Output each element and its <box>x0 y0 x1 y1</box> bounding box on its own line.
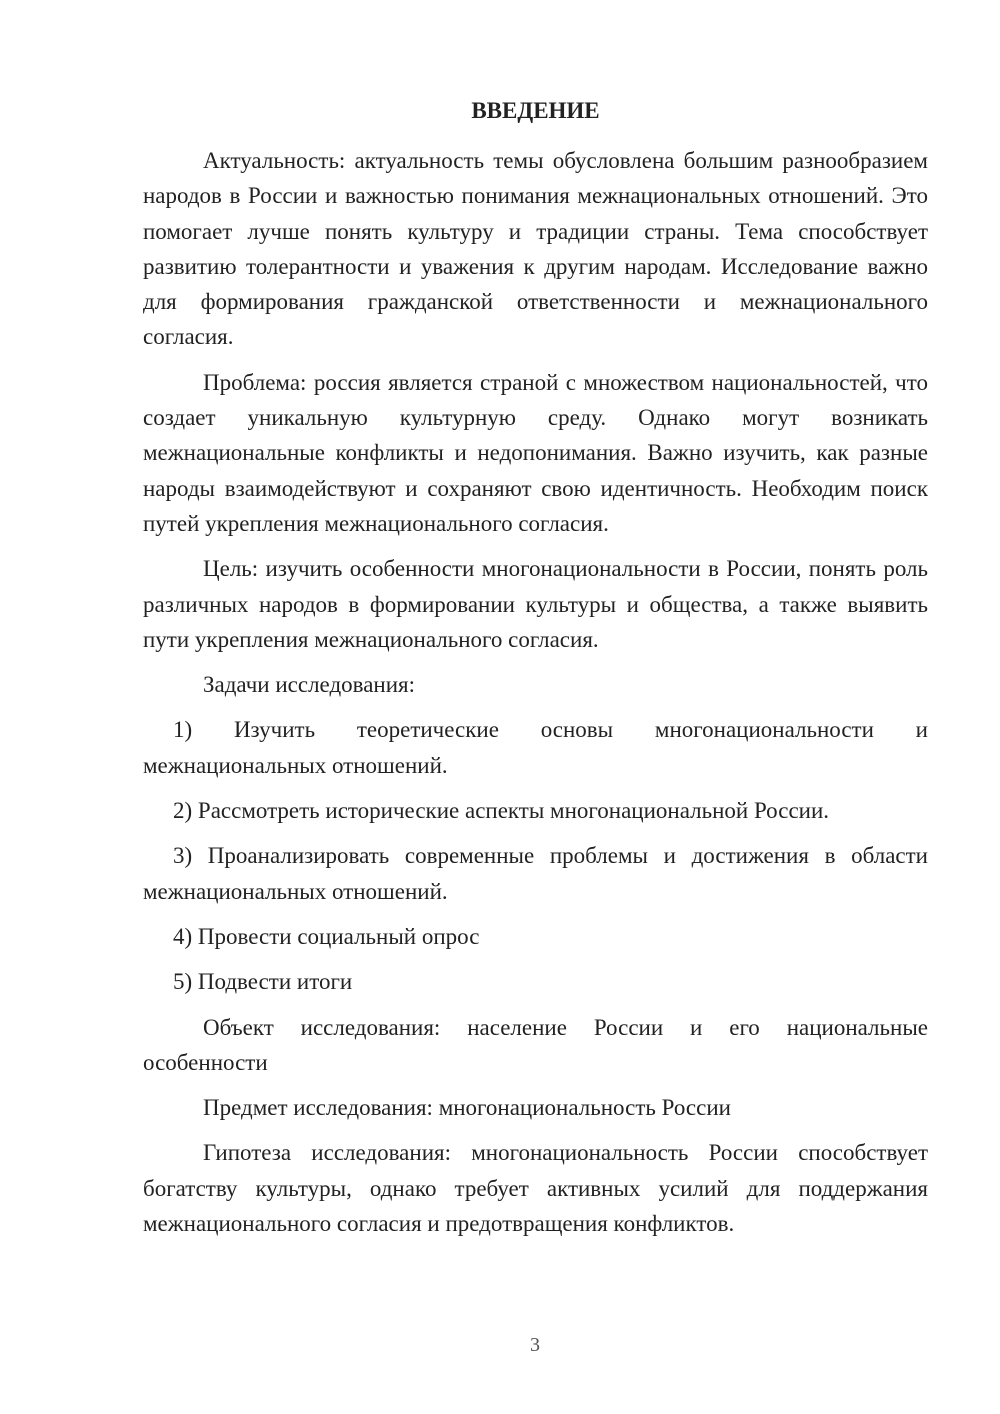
problem-paragraph: Проблема: россия является страной с множеством национальностей, что создает уникальную культурную среду. Однако могут возникать межнациональные конфликты и недопонимания. Важно изучить, как разные народы взаимодействуют и сохраняют свою идентичность. Необходим поиск путей укрепления межнационального согласия. <box>143 369 928 536</box>
task-item: 4) Провести социальный опрос <box>173 923 480 949</box>
task-item: 3) Проанализировать современные проблемы и достижения в области межнациональных отношений. <box>143 843 928 904</box>
task-item: 5) Подвести итоги <box>173 969 353 995</box>
page-content <box>143 96 928 1251</box>
tasks-heading: Задачи исследования: <box>203 672 416 698</box>
section-title: ВВЕДЕНИЕ <box>471 98 600 123</box>
task-item: 2) Рассмотреть исторические аспекты многонациональной России. <box>173 798 830 824</box>
goal-paragraph: Цель: изучить особенности многонациональности в России, понять роль различных народов в формировании культуры и общества, а также выявить пути укрепления межнационального согласия. <box>143 556 928 652</box>
relevance-paragraph: Актуальность: актуальность темы обусловлена большим разнообразием народов в России и важностью понимания межнациональных отношений. Это помогает лучше понять культуру и традиции страны. Тема способствует развитию толерантности и уважения к другим народам. Исследование важно для формирования гражданской ответственности и межнационального согласия. <box>143 148 928 350</box>
object-paragraph: Объект исследования: население России и его национальные особенности <box>143 1014 928 1075</box>
page-number: 3 <box>530 1334 540 1356</box>
subject-paragraph: Предмет исследования: многонациональность России <box>203 1095 731 1121</box>
task-item: 1) Изучить теоретические основы многонациональности и межнациональных отношений. <box>143 717 928 778</box>
hypothesis-paragraph: Гипотеза исследования: многонациональность России способствует богатству культуры, однако требует активных усилий для поддержания межнационального согласия и предотвращения конфликтов. <box>143 1140 928 1237</box>
